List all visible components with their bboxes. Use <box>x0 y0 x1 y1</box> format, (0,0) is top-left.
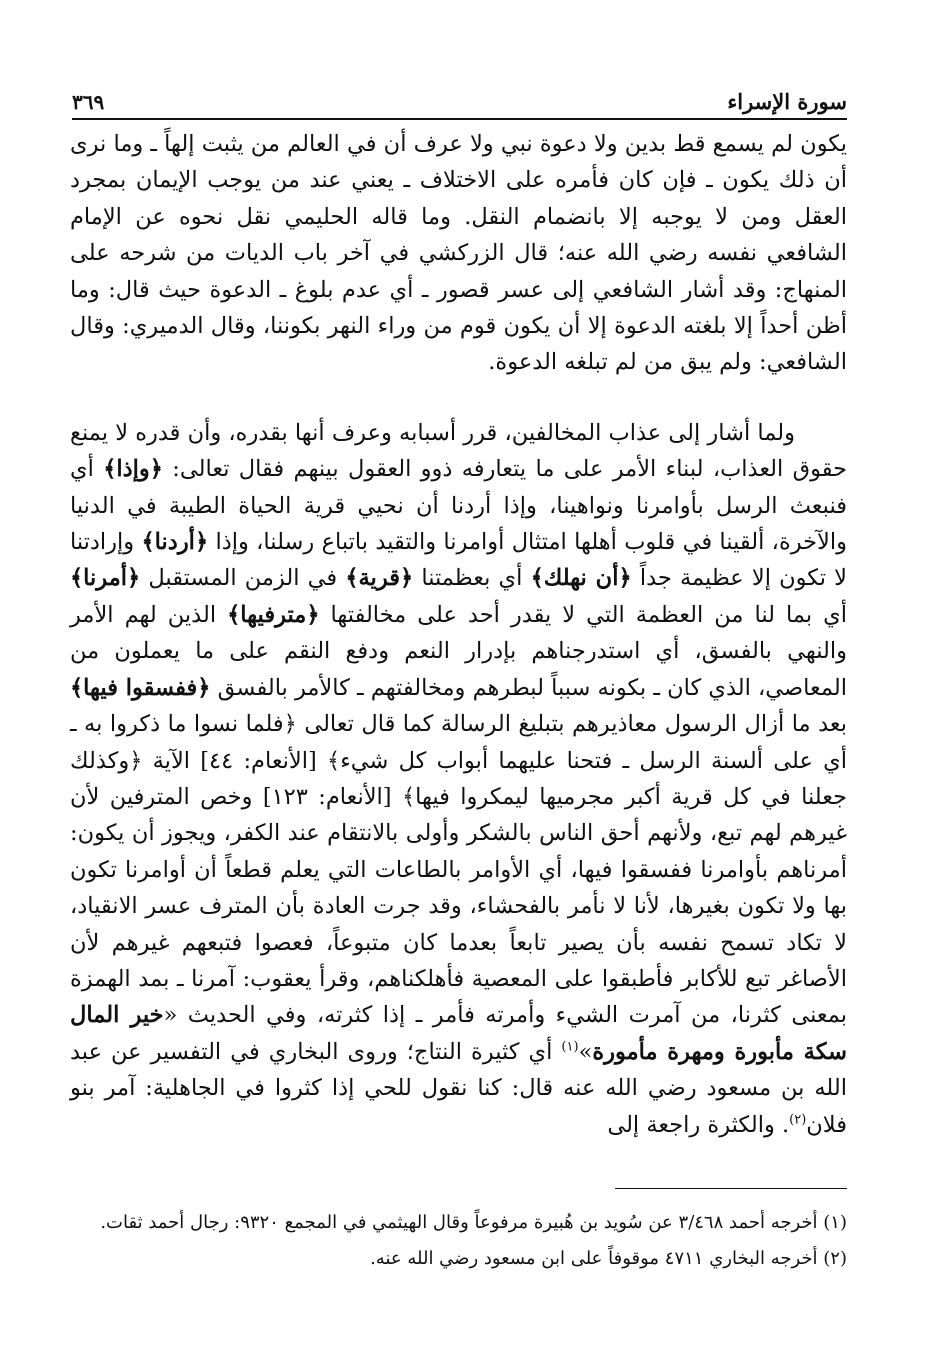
page-number: ٣٦٩ <box>72 90 105 114</box>
footnote-divider <box>615 1188 847 1189</box>
paragraph-1: يكون لم يسمع قط بدين ولا دعوة نبي ولا عرف أن في العالم من يثبت إلهاً ـ وما نرى أن ذلك يكون ـ فإن كان فأمره على الاختلاف ـ يعني عند من يوجب الإيمان بمجرد العقل ومن لا يوجبه إلا بانضمام النقل. وما قاله الحليمي نقل نحوه عن الإمام الشافعي نفسه رضي الله عنه؛ قال الزركشي في آخر باب الديات من شرحه على المنهاج: وقد أشار الشافعي إلى عسر قصور ـ أي عدم بلوغ ـ الدعوة حيث قال: وما أظن أحداً إلا بلغته الدعوة إلا أن يكون قوم من وراء النهر بكوننا، وقال الدميري: وقال الشافعي: ولم يبق من لم تبلغه الدعوة. <box>70 131 847 376</box>
text-run: بعد ما أزال الرسول معاذيرهم بتبليغ الرسالة كما قال تعالى ﴿فلما نسوا ما ذكروا به ـ أي على ألسنة الرسل ـ فتحنا عليهما أبواب كل شيء﴾ [الأنعام: ٤٤] الآية ﴿وكذلك جعلنا في كل قرية أكبر مجرميها ليمكروا فيها﴾ [الأنعام: ١٢٣] وخص المترفين لأن غيرهم لهم تبع، ولأنهم أحق الناس بالشكر وأولى بالانتقام عند الكفر، ويجوز أن يكون: أمرناهم بأوامرنا ففسقوا فيها، أي الأوامر بالطاعات التي يعلم قطعاً أن أوامرنا تكون بها ولا تكون بغيرها، لأنا لا نأمر بالفحشاء، وقد جرت العادة بأن المترف عسر الانقياد، لا تكاد تسمح نفسه بأن يصير تابعاً بعدما كان متبوعاً، فعصوا فتبعهم غيرهم لأن الأصاغر تبع للأكابر فأطبقوا على المعصية فأهلكناهم، وقرأ يعقوب: آمرنا ـ بمد الهمزة بمعنى كثرنا، من آمرت الشيء وأمرته فأمر ـ إذا كثرته، وفي الحديث « <box>70 711 848 1029</box>
quran-word: ﴿وإذا﴾ <box>103 456 163 483</box>
page-header <box>72 80 847 120</box>
quran-word: ﴿أردنا﴾ <box>141 529 209 556</box>
text-run: » <box>578 1038 593 1065</box>
hadith-text: خير المال سكة مأبورة ومهرة مأمورة <box>70 1002 847 1065</box>
footnote-ref-1: (١) <box>561 1039 579 1055</box>
text-run: أي فنبعث الرسل بأوامرنا ونواهينا، وإذا أردنا أن نحيي قرية الحياة الطيبة في الدنيا والآخرة، ألقينا في قلوب أهلها امتثال أوامرنا والتقيد باتباع رسلنا، وإذا <box>70 456 848 556</box>
quran-word: ﴿ففسقوا فيها﴾ <box>70 674 211 701</box>
quran-word: ﴿أن نهلك﴾ <box>530 565 632 592</box>
text-run: أي بعظمتنا <box>413 565 531 592</box>
quran-word: ﴿مترفيها﴾ <box>227 601 320 628</box>
surah-title: سورة الإسراء <box>727 89 847 114</box>
quran-word: ﴿قرية﴾ <box>345 565 414 592</box>
text-run: أي كثيرة النتاج؛ وروى البخاري في التفسير عن عبد الله بن مسعود رضي الله عنه قال: كنا نقول للحي إذا كثروا في الجاهلية: آمر بنو فلان <box>70 1038 847 1138</box>
text-run: . والكثرة راجعة إلى <box>607 1111 790 1138</box>
text-run: في الزمن المستقبل <box>140 565 346 592</box>
footnote-ref-2: (٢) <box>789 1112 807 1128</box>
body-text <box>70 126 847 1143</box>
text-run: الذين لهم الأمر والنهي بالفسق، أي استدرجناهم بإدرار النعم ودفع النقم على ما يعملون من المعاصي، الذي كان ـ بكونه سبباً لبطرهم ومخالفتهم ـ كالأمر بالفسق <box>70 601 847 701</box>
footnote-1: (١) أخرجه أحمد ٣/٤٦٨ عن سُويد بن هُبيرة مرفوعاً وقال الهيثمي في المجمع ٩٣٢٠: رجال أحمد ثقات. <box>100 1212 847 1233</box>
text-run: أي بما لنا من العظمة التي لا يقدر أحد على مخالفتها <box>319 601 847 628</box>
footnote-2: (٢) أخرجه البخاري ٤٧١١ موقوفاً على ابن مسعود رضي الله عنه. <box>370 1248 847 1269</box>
text-run: ولما أشار إلى عذاب المخالفين، قرر أسبابه وعرف أنها بقدره، وأن قدره لا يمنع حقوق العذاب، لبناء الأمر على ما يتعارفه ذوو العقول بينهم فقال تعالى: <box>70 419 847 483</box>
quran-word: ﴿أمرنا﴾ <box>70 565 141 592</box>
footnotes <box>70 1208 847 1280</box>
paragraph-2 <box>70 415 847 1143</box>
text-run: وإرادتنا لا تكون إلا عظيمة جداً <box>70 529 847 592</box>
